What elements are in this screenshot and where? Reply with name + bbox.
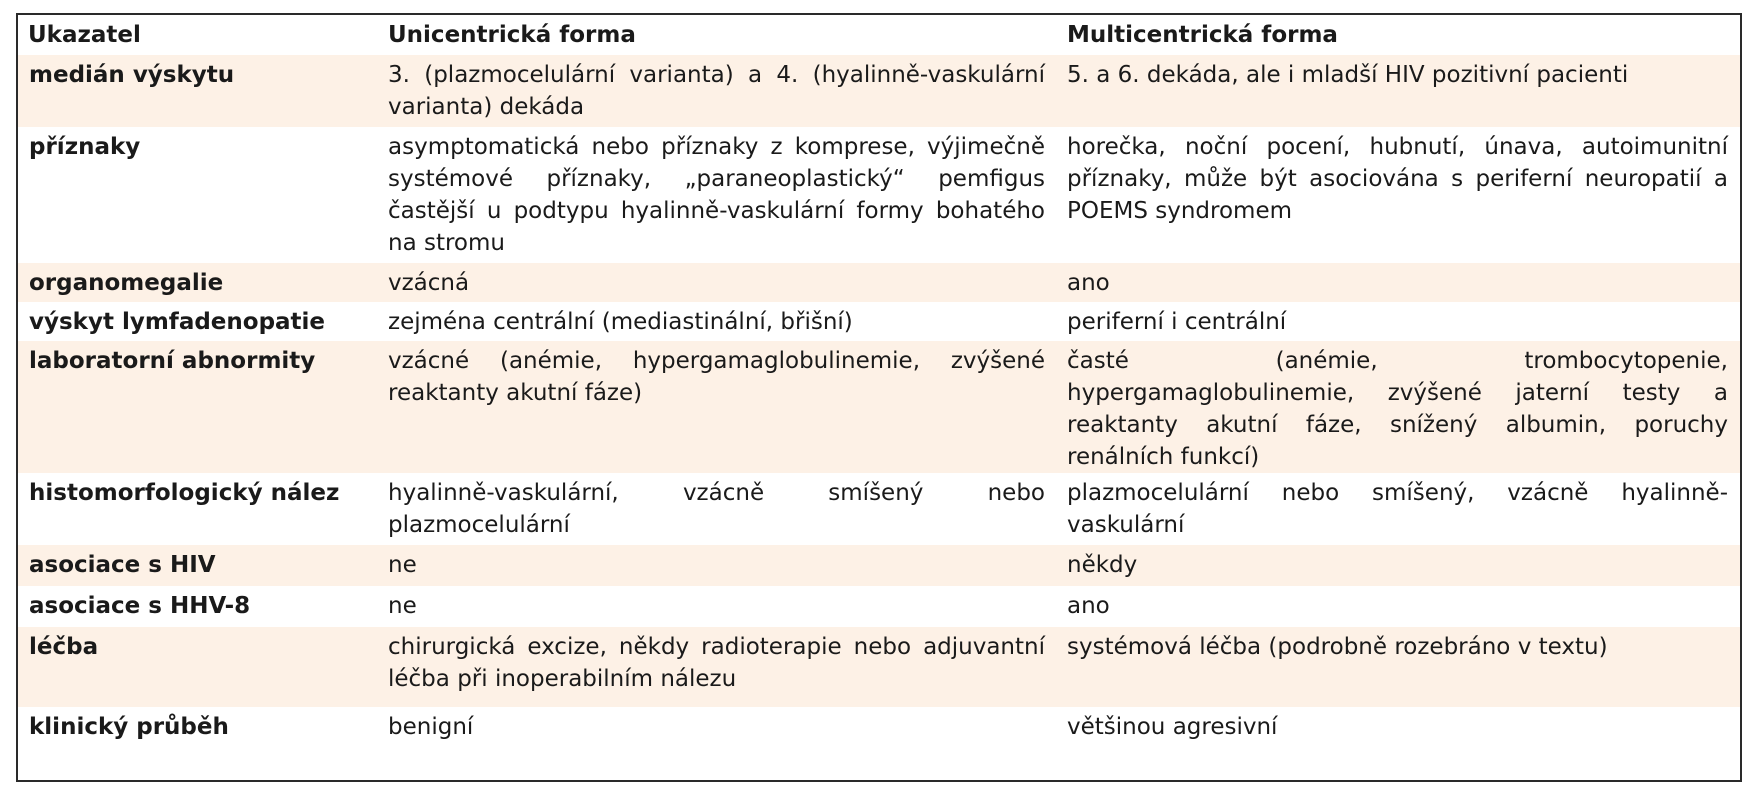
table-row <box>18 341 1740 473</box>
table-row <box>18 302 1740 341</box>
table-row <box>18 627 1740 707</box>
row-label: organomegalie <box>18 263 378 302</box>
cell-unicentric: vzácné (anémie, hypergamaglobulinemie, zvýšené reaktanty akutní fáze) <box>378 341 1057 473</box>
table-row <box>18 586 1740 627</box>
row-label: příznaky <box>29 134 141 160</box>
cell-multicentric: periferní i centrální <box>1067 309 1287 335</box>
header-multicentric: Multicentrická forma <box>1067 22 1338 48</box>
table-row <box>18 545 1740 586</box>
table-row <box>18 473 1740 545</box>
cell-multicentric: většinou agresivní <box>1067 714 1278 740</box>
cell-multicentric: ano <box>1057 263 1740 302</box>
cell-unicentric: ne <box>388 593 417 619</box>
comparison-table-grid <box>18 15 1740 748</box>
comparison-table <box>16 13 1742 782</box>
cell-multicentric: časté (anémie, trombocytopenie, hypergamaglobulinemie, zvýšené jaterní testy a reaktanty akutní fáze, snížený albumin, poruchy renálních funkcí) <box>1057 341 1740 473</box>
cell-multicentric: někdy <box>1057 545 1740 586</box>
table-row <box>18 263 1740 302</box>
row-label: klinický průběh <box>29 714 229 740</box>
cell-multicentric: plazmocelulární nebo smíšený, vzácně hyalinně-vaskulární <box>1067 480 1728 538</box>
table-row <box>18 707 1740 748</box>
header-unicentric: Unicentrická forma <box>388 22 636 48</box>
row-label: histomorfologický nález <box>29 480 340 506</box>
cell-unicentric: benigní <box>388 714 474 740</box>
cell-unicentric: asymptomatická nebo příznaky z komprese, výjimečně systémové příznaky, „paraneoplastický“ pemfigus častější u podtypu hyalinně-vaskulární formy bohatého na stromu <box>388 134 1045 256</box>
table-row <box>18 127 1740 263</box>
header-indicator: Ukazatel <box>28 22 141 48</box>
cell-unicentric: hyalinně-vaskulární, vzácně smíšený nebo plazmocelulární <box>388 480 1045 538</box>
row-label: asociace s HHV-8 <box>29 593 251 619</box>
row-label: asociace s HIV <box>18 545 378 586</box>
row-label: laboratorní abnormity <box>18 341 378 473</box>
cell-multicentric: 5. a 6. dekáda, ale i mladší HIV pozitivní pacienti <box>1057 55 1740 127</box>
cell-unicentric: chirurgická excize, někdy radioterapie nebo adjuvantní léčba při inoperabilním nálezu <box>378 627 1057 707</box>
row-label: léčba <box>18 627 378 707</box>
cell-unicentric: vzácná <box>378 263 1057 302</box>
cell-unicentric: 3. (plazmocelulární varianta) a 4. (hyalinně-vaskulární varianta) dekáda <box>378 55 1057 127</box>
cell-unicentric: ne <box>378 545 1057 586</box>
cell-unicentric: zejména centrální (mediastinální, břišní) <box>388 309 853 335</box>
cell-multicentric: horečka, noční pocení, hubnutí, únava, autoimunitní příznaky, může být asociována s periferní neuropatií a POEMS syndromem <box>1067 134 1728 224</box>
cell-multicentric: systémová léčba (podrobně rozebráno v textu) <box>1057 627 1740 707</box>
row-label: výskyt lymfadenopatie <box>29 309 326 335</box>
row-label: medián výskytu <box>18 55 378 127</box>
cell-multicentric: ano <box>1067 593 1110 619</box>
table-header-row <box>18 15 1740 55</box>
table-row <box>18 55 1740 127</box>
